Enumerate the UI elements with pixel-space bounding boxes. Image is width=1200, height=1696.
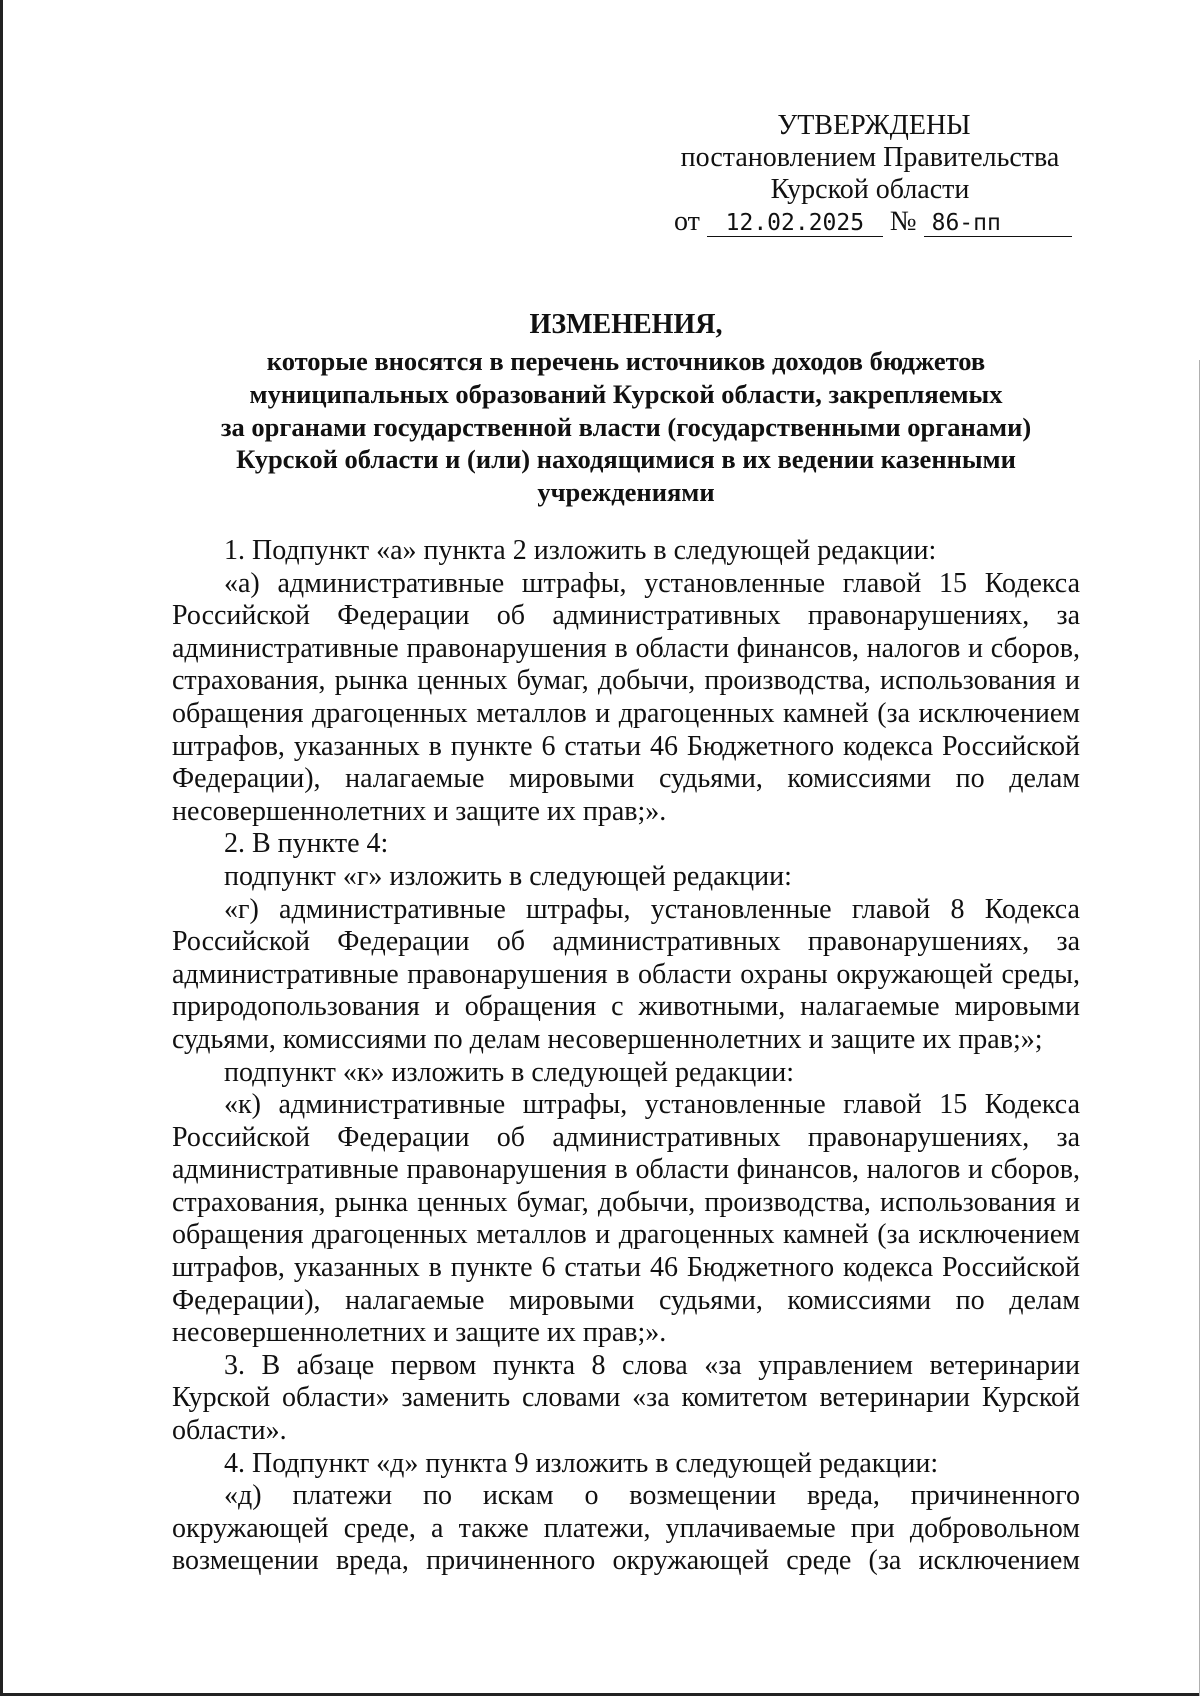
body-line: 4. Подпункт «д» пункта 9 изложить в следующей редакции: bbox=[224, 1447, 939, 1479]
body-line: «д) платежи по искам о возмещении вреда, причиненного bbox=[224, 1480, 1080, 1512]
approval-date-line bbox=[660, 206, 1080, 238]
body-line: 1. Подпункт «а» пункта 2 изложить в следующей редакции: bbox=[224, 535, 937, 566]
body-line: «а) административные штрафы, установленные главой 15 Кодекса bbox=[224, 567, 1080, 599]
body-line: Российской Федерации об административных правонарушениях, за bbox=[172, 600, 1080, 632]
body-line: Курской области» заменить словами «за комитетом ветеринарии Курской bbox=[172, 1382, 1080, 1414]
body-line: природопользования и обращения с животными, налагаемые мировыми bbox=[172, 991, 1080, 1023]
approval-line-1: постановлением Правительства bbox=[680, 142, 1060, 173]
number-prefix: № bbox=[889, 206, 917, 237]
document-title: ИЗМЕНЕНИЯ, bbox=[529, 309, 723, 340]
body-line: штрафов, указанных в пункте 6 статьи 46 Бюджетного кодекса Российской bbox=[172, 1252, 1080, 1284]
body-line: штрафов, указанных в пункте 6 статьи 46 Бюджетного кодекса Российской bbox=[172, 730, 1080, 762]
approval-title: УТВЕРЖДЕНЫ bbox=[777, 110, 971, 141]
body-line: обращения драгоценных металлов и драгоценных камней (за исключением bbox=[172, 697, 1080, 729]
approval-block bbox=[660, 110, 1080, 238]
body-line: Федерации), налагаемые мировыми судьями, комиссиями по делам bbox=[172, 763, 1080, 795]
scan-edge-left bbox=[0, 0, 3, 1696]
document-subtitle-line: муниципальных образований Курской области, закрепляемых bbox=[249, 378, 1003, 409]
body-line: «к) административные штрафы, установленные главой 15 Кодекса bbox=[224, 1089, 1080, 1121]
body-line: Российской Федерации об административных правонарушениях, за bbox=[172, 1121, 1080, 1153]
document-body bbox=[172, 535, 1080, 1578]
body-line: 2. В пункте 4: bbox=[224, 828, 389, 860]
document-heading bbox=[172, 305, 1080, 509]
date-prefix: от bbox=[674, 206, 700, 237]
document-subtitle-line: за органами государственной власти (государственными органами) bbox=[220, 411, 1032, 442]
approval-line-2: Курской области bbox=[770, 174, 970, 205]
body-line: окружающей среде, а также платежи, уплачиваемые при добровольном bbox=[172, 1512, 1080, 1544]
body-line: административные правонарушения в области охраны окружающей среды, bbox=[172, 958, 1080, 990]
body-line: несовершеннолетних и защите их прав;». bbox=[172, 795, 667, 827]
document-subtitle-line: учреждениями bbox=[537, 477, 715, 508]
body-line: возмещении вреда, причиненного окружающей среде (за исключением bbox=[172, 1545, 1080, 1577]
approval-date: 12.02.2025 bbox=[707, 210, 883, 237]
body-line: страхования, рынка ценных бумаг, добычи, производства, использования и bbox=[172, 665, 1080, 697]
body-line: Федерации), налагаемые мировыми судьями, комиссиями по делам bbox=[172, 1284, 1080, 1316]
body-line: несовершеннолетних и защите их прав;». bbox=[172, 1317, 667, 1349]
document-subtitle-line: Курской области и (или) находящимися в их ведении казенными bbox=[236, 444, 1016, 475]
body-line: Российской Федерации об административных правонарушениях, за bbox=[172, 926, 1080, 958]
body-line: обращения драгоценных металлов и драгоценных камней (за исключением bbox=[172, 1219, 1080, 1251]
approval-number: 86-пп bbox=[924, 210, 1072, 237]
body-line: подпункт «г» изложить в следующей редакции: bbox=[224, 860, 792, 892]
body-line: подпункт «к» изложить в следующей редакции: bbox=[224, 1056, 795, 1088]
body-line: страхования, рынка ценных бумаг, добычи, производства, использования и bbox=[172, 1186, 1080, 1218]
body-line: «г) административные штрафы, установленные главой 8 Кодекса bbox=[224, 893, 1080, 925]
document-subtitle-line: которые вносятся в перечень источников доходов бюджетов bbox=[266, 346, 986, 376]
body-line: области». bbox=[172, 1415, 287, 1447]
body-line: 3. В абзаце первом пункта 8 слова «за управлением ветеринарии bbox=[224, 1349, 1080, 1381]
body-line: административные правонарушения в области финансов, налогов и сборов, bbox=[172, 632, 1080, 664]
body-line: судьями, комиссиями по делам несовершеннолетних и защите их прав;»; bbox=[172, 1023, 1043, 1055]
body-line: административные правонарушения в области финансов, налогов и сборов, bbox=[172, 1154, 1080, 1186]
